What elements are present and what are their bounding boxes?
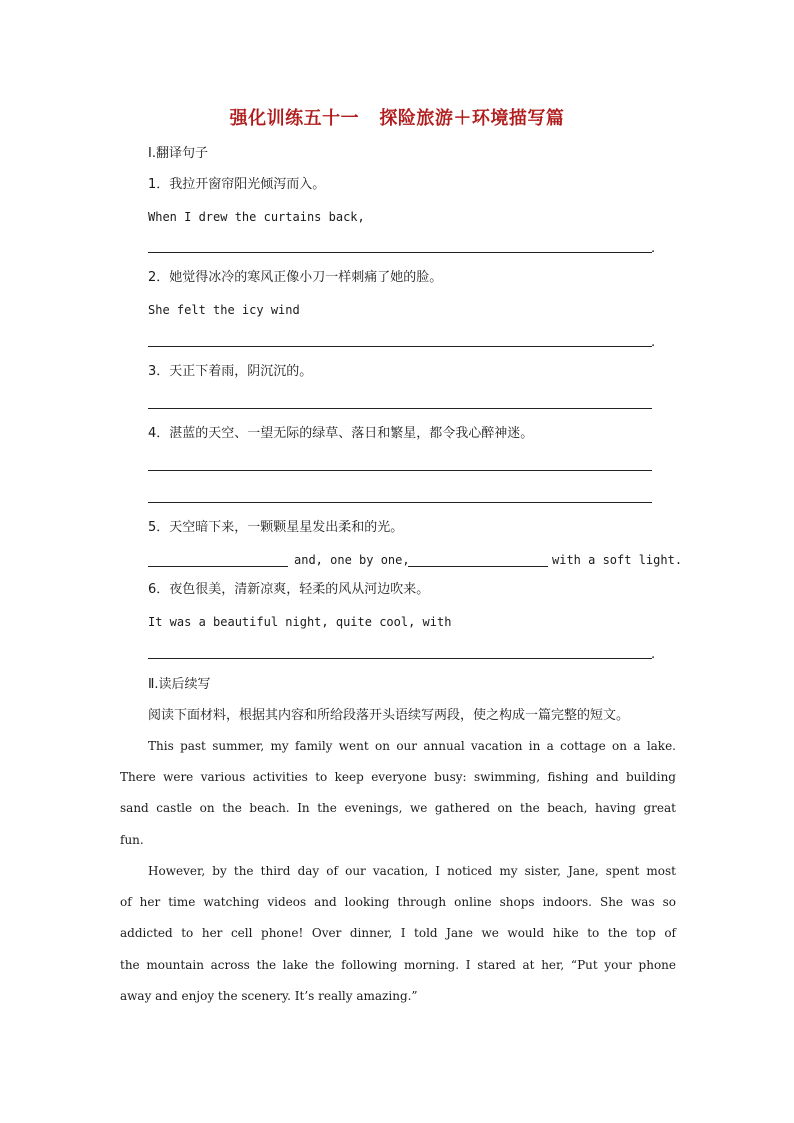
item-6-answer-line[interactable] (148, 658, 652, 659)
item-5-chinese: 天空暗下来，一颗颗星星发出柔和的光。 (169, 520, 404, 535)
item-4-answer-line-1[interactable] (148, 470, 652, 471)
reading-passage-paragraph-2 (120, 856, 676, 1012)
item-3-question (148, 364, 312, 380)
item-1-period: . (651, 241, 656, 256)
item-1-prompt: When I drew the curtains back, (148, 210, 365, 224)
item-3-number: 3． (148, 364, 170, 379)
paragraph-2-line-1: However, by the third day of our vacation, I noticed my sister, Jane, spent most (148, 864, 676, 878)
item-5-tail-text: with a soft light. (552, 553, 683, 567)
item-5-middle-text: and, one by one, (294, 553, 410, 567)
item-2-question (148, 270, 442, 286)
paragraph-2-line-2: of her time watching videos and looking through online shops indoors. She was so (120, 895, 676, 910)
item-4-answer-line-2[interactable] (148, 502, 652, 503)
section-instruction: 阅读下面材料，根据其内容和所给段落开头语续写两段，使之构成一篇完整的短文。 (148, 708, 630, 723)
paragraph-1-line-4: fun. (120, 832, 144, 847)
item-6-period: . (651, 647, 656, 662)
section-heading-translation: Ⅰ.翻译句子 (148, 146, 208, 161)
paragraph-2-line-4: the mountain across the lake the following morning. I stared at her, “Put your phone (120, 957, 676, 972)
item-2-number: 2． (148, 270, 170, 285)
page-title: 强化训练五十一 探险旅游＋环境描写篇 (229, 108, 565, 129)
item-1-question (148, 177, 325, 193)
item-1-answer-line[interactable] (148, 252, 652, 253)
item-5-blank-1[interactable] (148, 566, 288, 567)
item-5-question (148, 520, 403, 536)
section-heading-continuation: Ⅱ.读后续写 (148, 677, 211, 692)
item-6-number: 6． (148, 582, 170, 597)
reading-passage-paragraph-1 (120, 731, 676, 856)
item-6-question (148, 582, 429, 598)
paragraph-1-line-2: There were various activities to keep everyone busy: swimming, fishing and building (120, 770, 676, 785)
item-2-prompt: She felt the icy wind (148, 303, 300, 317)
item-2-chinese: 她觉得冰冷的寒风正像小刀一样刺痛了她的脸。 (169, 270, 443, 285)
item-3-chinese: 天正下着雨，阴沉沉的。 (169, 364, 313, 379)
paragraph-1-line-3: sand castle on the beach. In the evenings, we gathered on the beach, having great (120, 801, 676, 816)
item-3-answer-line[interactable] (148, 408, 652, 409)
paragraph-2-line-5: away and enjoy the scenery. It’s really amazing.” (120, 988, 418, 1003)
item-1-chinese: 我拉开窗帘阳光倾泻而入。 (169, 177, 326, 192)
item-4-question (148, 426, 533, 442)
item-2-period: . (651, 335, 656, 350)
item-5-blank-2[interactable] (408, 566, 548, 567)
item-5-number: 5． (148, 520, 170, 535)
item-6-prompt: It was a beautiful night, quite cool, with (148, 615, 452, 629)
item-6-chinese: 夜色很美，清新凉爽，轻柔的风从河边吹来。 (169, 582, 430, 597)
item-2-answer-line[interactable] (148, 346, 652, 347)
paragraph-2-line-3: addicted to her cell phone! Over dinner, I told Jane we would hike to the top of (120, 926, 676, 941)
item-4-chinese: 湛蓝的天空、一望无际的绿草、落日和繁星，都令我心醉神迷。 (169, 426, 534, 441)
item-1-number: 1． (148, 177, 170, 192)
paragraph-1-line-1: This past summer, my family went on our annual vacation in a cottage on a lake. (148, 739, 676, 753)
item-4-number: 4． (148, 426, 170, 441)
